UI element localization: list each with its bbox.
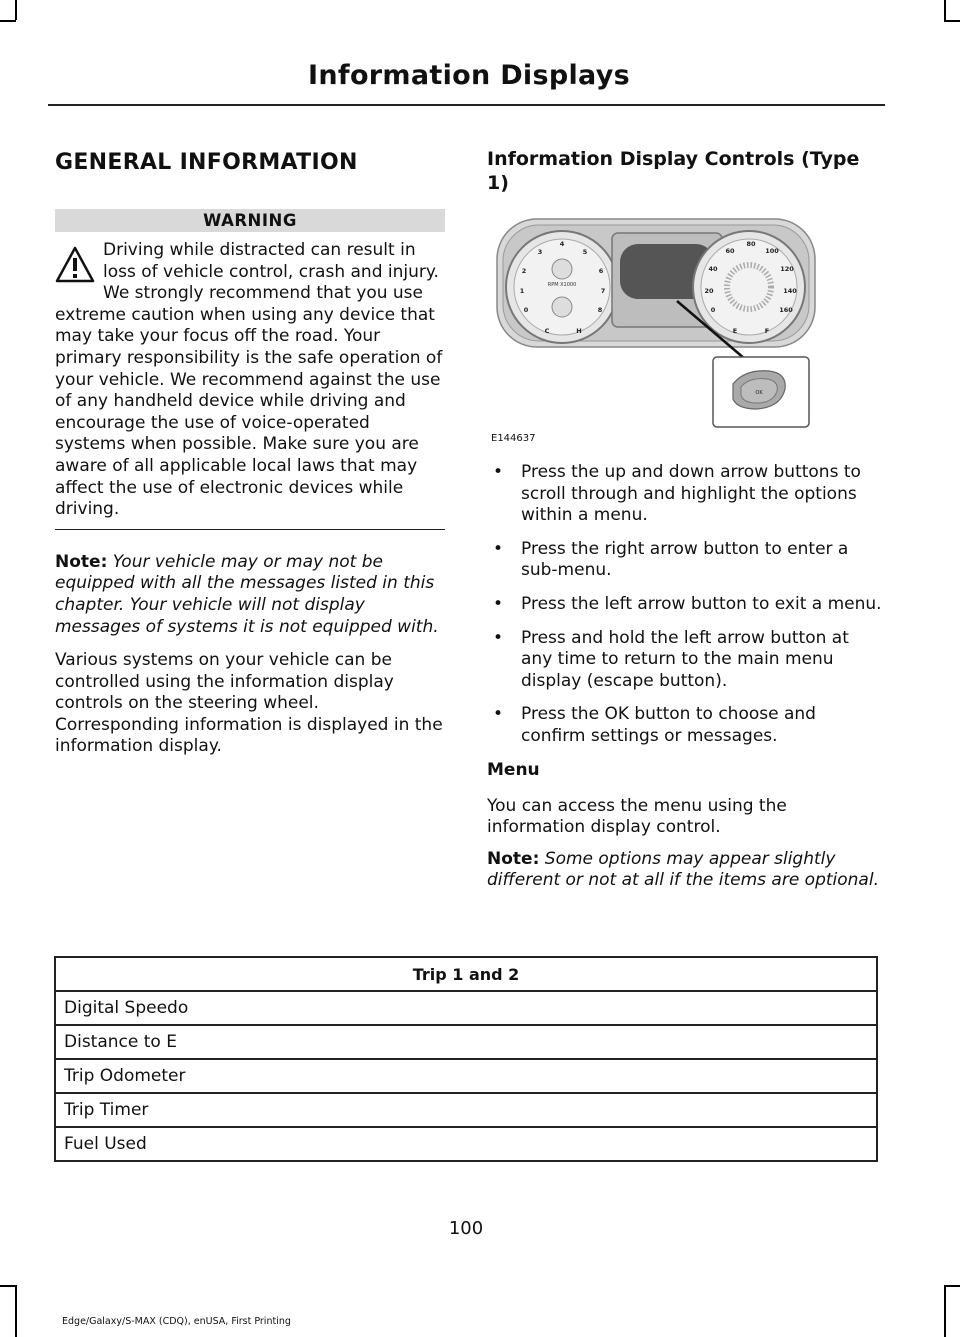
figure-code: E144637: [491, 433, 536, 444]
header-rule: [48, 104, 885, 106]
tach-tick: 7: [600, 287, 606, 295]
page-number: 100: [448, 1218, 484, 1239]
menu-heading: Menu: [487, 759, 540, 780]
speedo-tick: 120: [780, 265, 794, 273]
list-item: • Press the up and down arrow buttons to scroll through and highlight the options within a menu.: [487, 462, 882, 527]
body-paragraph: Various systems on your vehicle can be controlled using the information display controls on the steering wheel. Corresponding information is displayed in the information display.: [55, 650, 443, 757]
tach-tick: 1: [519, 287, 525, 295]
temp-hot-label: H: [576, 327, 582, 335]
tach-tick: 4: [559, 240, 565, 248]
subsection-heading: Information Display Controls (Type 1): [487, 148, 860, 194]
tach-tick: 3: [537, 248, 543, 256]
crop-mark: [15, 0, 17, 20]
page-title: Information Displays: [308, 60, 630, 91]
warning-label: WARNING: [55, 209, 445, 232]
speedo-tick: 0: [710, 306, 716, 314]
warning-box: [55, 240, 445, 521]
temp-cold-label: C: [544, 327, 550, 335]
trip-table: [54, 956, 878, 1162]
ok-button-label: OK: [755, 390, 763, 396]
crop-mark: [15, 1285, 17, 1337]
table-row: Digital Speedo: [55, 991, 877, 1025]
tach-tick: 0: [523, 306, 529, 314]
bullet-list: [487, 462, 882, 748]
tach-label: RPM X1000: [547, 282, 577, 288]
instrument-cluster-illustration: [487, 209, 817, 444]
note-label: Note:: [55, 551, 108, 572]
crop-mark: [944, 20, 960, 22]
crop-mark: [944, 1285, 946, 1337]
crop-mark: [0, 1285, 16, 1287]
crop-mark: [0, 20, 16, 22]
speedo-tick: 140: [783, 287, 797, 295]
crop-mark: [944, 0, 946, 20]
tach-tick: 6: [598, 267, 604, 275]
list-item: • Press the left arrow button to exit a menu.: [487, 594, 882, 616]
tach-tick: 2: [521, 267, 527, 275]
section-heading: GENERAL INFORMATION: [55, 150, 358, 175]
warning-text: Driving while distracted can result in loss of vehicle control, crash and injury. We strongly recommend that you use extreme caution when using any device that may take your focus off the road. Your primary responsibility is the safe operation of your vehicle. We recommend against the use of any handheld device while driving and encourage the use of voice-operated systems when possible. Make sure you are aware of all applicable local laws that may affect the use of electronic devices while driving.: [55, 240, 443, 520]
menu-text: You can access the menu using the information display control.: [487, 795, 787, 838]
tach-tick: 8: [597, 306, 603, 314]
fuel-full-label: F: [764, 327, 770, 335]
fuel-empty-label: E: [732, 327, 738, 335]
speedo-tick: 100: [765, 247, 779, 255]
speedo-tick: 80: [746, 240, 756, 248]
crop-mark: [944, 1285, 960, 1287]
table-header: Trip 1 and 2: [55, 957, 877, 991]
tach-tick: 5: [582, 248, 588, 256]
warning-triangle-icon: [55, 243, 95, 287]
note: [487, 849, 882, 892]
left-column: [55, 150, 445, 758]
note-text: Your vehicle may or may not be equipped with all the messages listed in this chapter. Your vehicle will not display messages of systems it is not equipped with.: [55, 551, 439, 637]
table-row: Fuel Used: [55, 1127, 877, 1161]
instrument-cluster-figure: [487, 209, 817, 444]
table-row: Distance to E: [55, 1025, 877, 1059]
speedo-tick: 160: [779, 306, 793, 314]
right-column: [487, 147, 882, 892]
table-row: Trip Odometer: [55, 1059, 877, 1093]
speedo-tick: 40: [708, 265, 718, 273]
list-item: • Press the right arrow button to enter a sub-menu.: [487, 539, 882, 582]
list-item: • Press and hold the left arrow button at any time to return to the main menu display (escape button).: [487, 628, 882, 693]
warning-rule: [55, 529, 445, 530]
note-label: Note:: [487, 848, 540, 869]
list-item: • Press the OK button to choose and confirm settings or messages.: [487, 704, 882, 747]
note: [55, 552, 445, 638]
footer-text: Edge/Galaxy/S-MAX (CDQ), enUSA, First Printing: [62, 1316, 291, 1327]
note-text: Some options may appear slightly different or not at all if the items are optional.: [487, 848, 879, 891]
table-row: Trip Timer: [55, 1093, 877, 1127]
speedo-tick: 60: [725, 247, 735, 255]
speedo-tick: 20: [704, 287, 714, 295]
